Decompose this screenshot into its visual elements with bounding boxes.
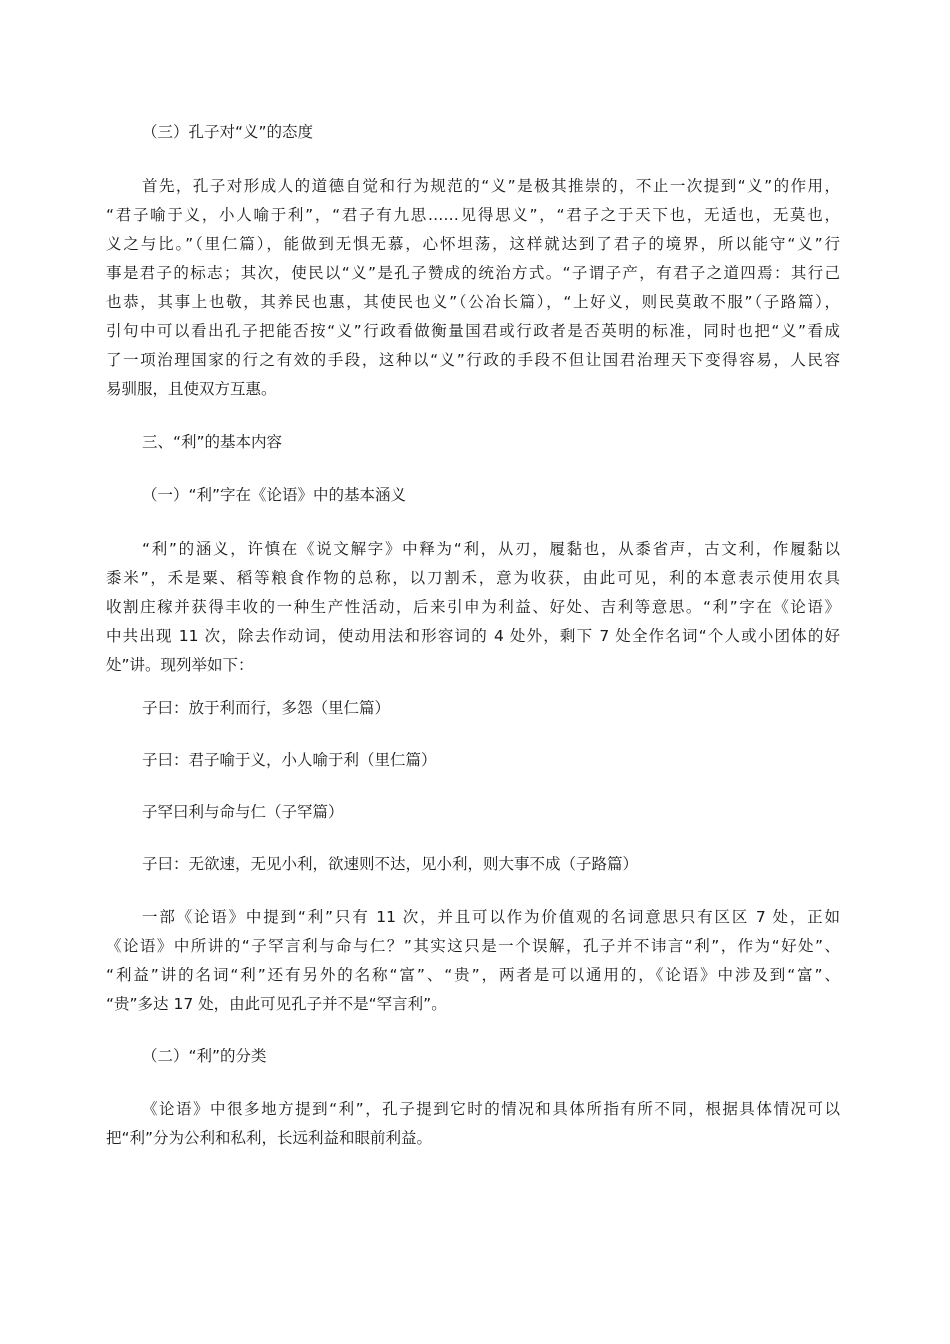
paragraph-line: 一部《论语》中提到“利”只有 11 次，并且可以作为价值观的名词意思只有区区 7 处，正如 — [142, 908, 840, 926]
paragraph-line: 引句中可以看出孔子把能否按“义”行政看做衡量国君或行政者是否英明的标准，同时也把“义”看成 — [106, 322, 840, 340]
paragraph-line: 义之与比。”（里仁篇），能做到无惧无慕，心怀坦荡，这样就达到了君子的境界，所以能守“义”行 — [106, 235, 840, 253]
paragraph-line: 也恭，其事上也敬，其养民也惠，其使民也义”（公冶长篇），“上好义，则民莫敢不服”（子路篇）， — [106, 293, 840, 311]
quote-line: 子曰：无欲速，无见小利，欲速则不达，见小利，则大事不成（子路篇） — [142, 855, 639, 873]
paragraph-line: 事是君子的标志；其次，使民以“义”是孔子赞成的统治方式。“子谓子产，有君子之道四焉：其行己 — [106, 264, 840, 282]
paragraph-line: 中共出现 11 次，除去作动词，使动用法和形容词的 4 处外，剩下 7 处全作名词“个人或小团体的好 — [106, 627, 840, 645]
section-heading: 三、“利”的基本内容 — [142, 433, 283, 451]
subsection-heading: （一）“利”字在《论语》中的基本涵义 — [142, 486, 407, 504]
paragraph-line: “利”的涵义，许慎在《说文解字》中释为“利，从刃，履黏也，从黍省声，古文利，作履黏以 — [142, 540, 840, 558]
paragraph-line: 处”讲。现列举如下： — [106, 656, 254, 674]
paragraph-line: 首先，孔子对形成人的道德自觉和行为规范的“义”是极其推崇的，不止一次提到“义”的作用， — [142, 177, 840, 195]
section-heading: （三）孔子对“义”的态度 — [142, 123, 314, 141]
quote-line: 子曰：放于利而行，多怨（里仁篇） — [142, 699, 391, 717]
quote-line: 子罕曰利与命与仁（子罕篇） — [142, 803, 344, 821]
paragraph-line: 收割庄稼并获得丰收的一种生产性活动，后来引申为利益、好处、吉利等意思。“利”字在《论语》 — [106, 598, 840, 616]
paragraph-line: 了一项治理国家的行之有效的手段，这种以“义”行政的手段不但让国君治理天下变得容易，人民容 — [106, 351, 840, 369]
paragraph-line: “君子喻于义，小人喻于利”，“君子有九思……见得思义”，“君子之于天下也，无适也，无莫也， — [106, 206, 840, 224]
paragraph-line: “贵”多达 17 处，由此可见孔子并不是“罕言利”。 — [106, 995, 447, 1013]
paragraph-line: 黍米”，禾是粟、稻等粮食作物的总称，以刀割禾，意为收获，由此可见，利的本意表示使用农具 — [106, 569, 840, 587]
subsection-heading: （二）“利”的分类 — [142, 1047, 267, 1065]
paragraph-line: 把“利”分为公利和私利，长远利益和眼前利益。 — [106, 1129, 433, 1147]
paragraph-line: 《论语》中所讲的“子罕言利与命与仁？”其实这只是一个误解，孔子并不讳言“利”，作为“好处”、 — [106, 937, 840, 955]
paragraph-line: 易驯服，且使双方互惠。 — [106, 380, 277, 398]
paragraph-line: “利益”讲的名词“利”还有另外的名称“富”、“贵”，两者是可以通用的，《论语》中涉及到“富”、 — [106, 966, 840, 984]
quote-line: 子曰：君子喻于义，小人喻于利（里仁篇） — [142, 751, 437, 769]
paragraph-line: 《论语》中很多地方提到“利”，孔子提到它时的情况和具体所指有所不同，根据具体情况可以 — [142, 1100, 840, 1118]
